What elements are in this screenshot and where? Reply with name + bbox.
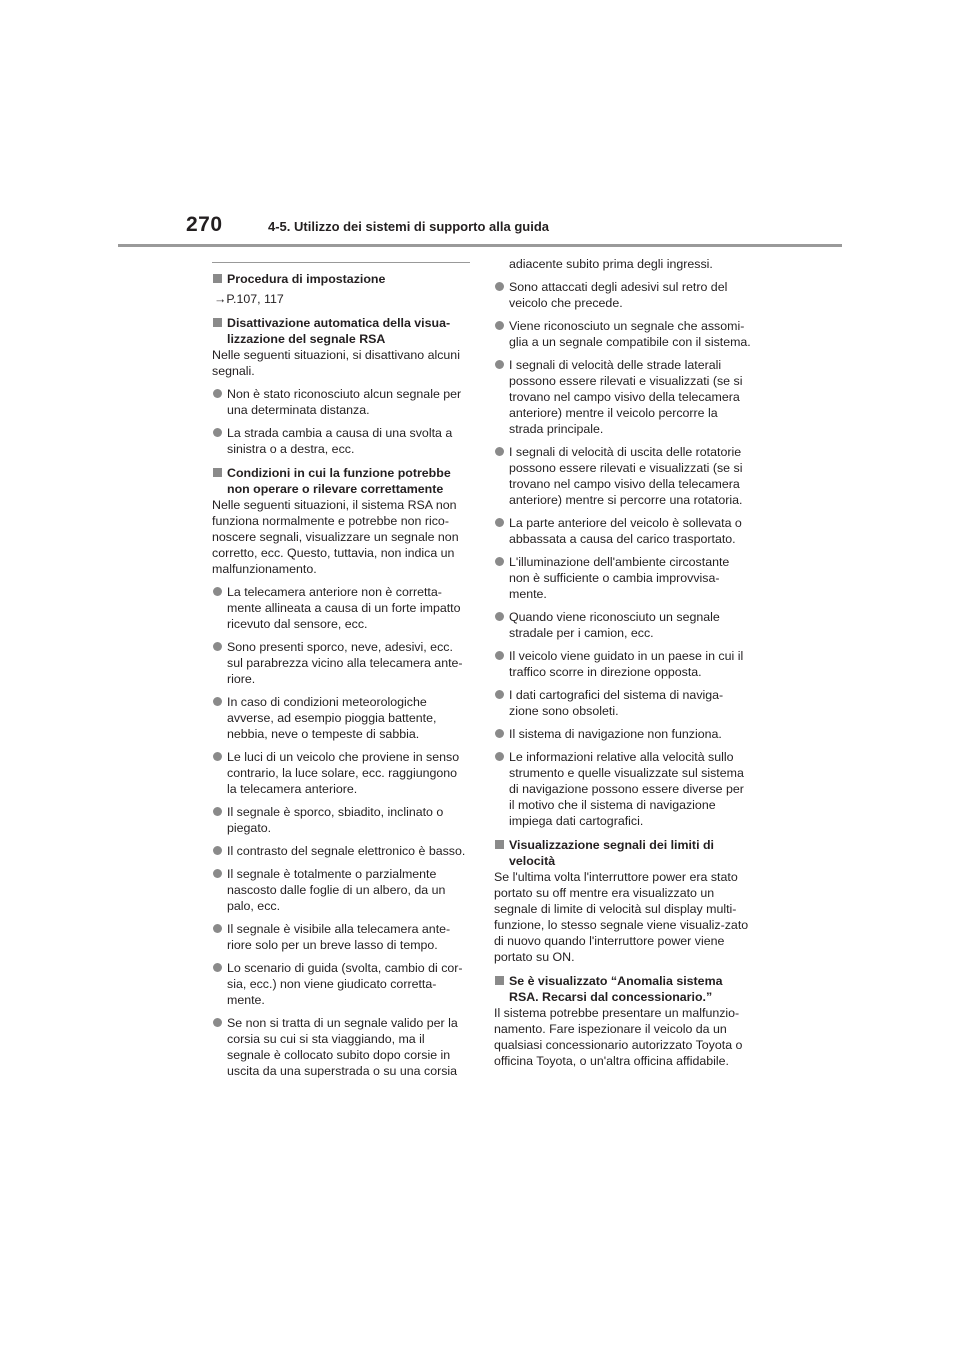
round-bullet-icon [495,612,504,621]
list-item: La telecamera anteriore non è corretta-mente allineata a causa di un forte impatto ricevuto dal sensore, ecc. [212,584,470,632]
list-item: La strada cambia a causa di una svolta a sinistra o a destra, ecc. [212,425,470,457]
chapter-title: 4-5. Utilizzo dei sistemi di supporto alla guida [268,219,549,234]
round-bullet-icon [213,1018,222,1027]
page-reference: →P.107, 117 [214,292,284,306]
list-item: Le luci di un veicolo che proviene in senso contrario, la luce solare, ecc. raggiungono la telecamera anteriore. [212,749,470,797]
round-bullet-icon [213,697,222,706]
round-bullet-icon [213,587,222,596]
list-item: Sono presenti sporco, neve, adesivi, ecc. sul parabrezza vicino alla telecamera ante-riore. [212,639,470,687]
section-heading: Procedura di impostazione [212,271,470,287]
paragraph: Se l'ultima volta l'interruttore power era stato portato su off mentre era visualizzato un segnale di limite di velocità sul display multi-funzione, lo stesso segnale viene visualiz-zato di nuovo quando l'interruttore power viene portato su ON. [494,870,749,964]
section-heading: Condizioni in cui la funzione potrebbe non operare o rilevare correttamente [212,465,470,497]
square-bullet-icon [213,274,222,283]
list-item: Il segnale è visibile alla telecamera ante-riore solo per un breve lasso di tempo. [212,921,470,953]
list-item: I dati cartografici del sistema di naviga-zione sono obsoleti. [494,687,752,719]
list-item: Il contrasto del segnale elettronico è basso. [212,843,470,859]
list-item-continuation: adiacente subito prima degli ingressi. [509,257,713,271]
list-item: Le informazioni relative alla velocità sullo strumento e quelle visualizzate sul sistema di navigazione possono essere diverse per il motivo che il sistema di navigazione impiega dati cartografici. [494,749,752,829]
round-bullet-icon [213,924,222,933]
list-item: Il veicolo viene guidato in un paese in cui il traffico scorre in direzione opposta. [494,648,752,680]
list-item: I segnali di velocità delle strade laterali possono essere rilevati e visualizzati (se si trovano nel campo visivo della telecamera anteriore) mentre il veicolo percorre la strada principale. [494,357,752,437]
left-column [212,256,470,1079]
list-item: Quando viene riconosciuto un segnale stradale per i camion, ecc. [494,609,752,641]
page-number: 270 [186,213,223,236]
section-heading: Visualizzazione segnali dei limiti di velocità [494,837,752,869]
round-bullet-icon [213,642,222,651]
page-header [118,0,842,248]
list-item: L'illuminazione dell'ambiente circostante non è sufficiente o cambia improvvisa-mente. [494,554,752,602]
list-item: Il segnale è totalmente o parzialmente nascosto dalle foglie di un albero, da un palo, ecc. [212,866,470,914]
list-item: La parte anteriore del veicolo è sollevata o abbassata a causa del carico trasportato. [494,515,752,547]
square-bullet-icon [213,468,222,477]
list-item: I segnali di velocità di uscita delle rotatorie possono essere rilevati e visualizzati (se si trovano nel campo visivo della telecamera anteriore) mentre si percorre una rotatoria. [494,444,752,508]
round-bullet-icon [213,428,222,437]
round-bullet-icon [495,360,504,369]
round-bullet-icon [213,389,222,398]
list-item: Viene riconosciuto un segnale che assomi-glia a un segnale compatibile con il sistema. [494,318,752,350]
round-bullet-icon [495,282,504,291]
round-bullet-icon [213,752,222,761]
round-bullet-icon [495,752,504,761]
right-column [494,256,752,1069]
list-item: Lo scenario di guida (svolta, cambio di cor-sia, ecc.) non viene giudicato corretta-mente. [212,960,470,1008]
round-bullet-icon [213,807,222,816]
round-bullet-icon [495,447,504,456]
round-bullet-icon [213,963,222,972]
paragraph: Nelle seguenti situazioni, si disattivano alcuni segnali. [212,348,460,378]
paragraph: Il sistema potrebbe presentare un malfunzio-namento. Fare ispezionare il veicolo da un qualsiasi concessionario autorizzato Toyota o officina Toyota, o un'altra officina affidabile. [494,1006,743,1068]
section-heading: Se è visualizzato “Anomalia sistema RSA. Recarsi dal concessionario.” [494,973,752,1005]
square-bullet-icon [495,976,504,985]
list-item: Il segnale è sporco, sbiadito, inclinato o piegato. [212,804,470,836]
square-bullet-icon [213,318,222,327]
section-divider [212,262,470,263]
round-bullet-icon [495,690,504,699]
round-bullet-icon [495,557,504,566]
round-bullet-icon [213,846,222,855]
header-rule [118,244,842,247]
round-bullet-icon [213,869,222,878]
list-item: Se non si tratta di un segnale valido per la corsia su cui si sta viaggiando, ma il segnale è collocato subito dopo corsie in uscita da una superstrada o su una corsia [212,1015,470,1079]
list-item: Non è stato riconosciuto alcun segnale per una determinata distanza. [212,386,470,418]
list-item: In caso di condizioni meteorologiche avverse, ad esempio pioggia battente, nebbia, neve o tempeste di sabbia. [212,694,470,742]
round-bullet-icon [495,321,504,330]
round-bullet-icon [495,729,504,738]
list-item: Il sistema di navigazione non funziona. [494,726,752,742]
list-item: Sono attaccati degli adesivi sul retro del veicolo che precede. [494,279,752,311]
section-heading: Disattivazione automatica della visua-lizzazione del segnale RSA [212,315,470,347]
paragraph: Nelle seguenti situazioni, il sistema RSA non funziona normalmente e potrebbe non rico-noscere segnali, visualizzare un segnale non corretto, ecc. Questo, tuttavia, non indica un malfunzionamento. [212,498,459,576]
round-bullet-icon [495,651,504,660]
round-bullet-icon [495,518,504,527]
square-bullet-icon [495,840,504,849]
